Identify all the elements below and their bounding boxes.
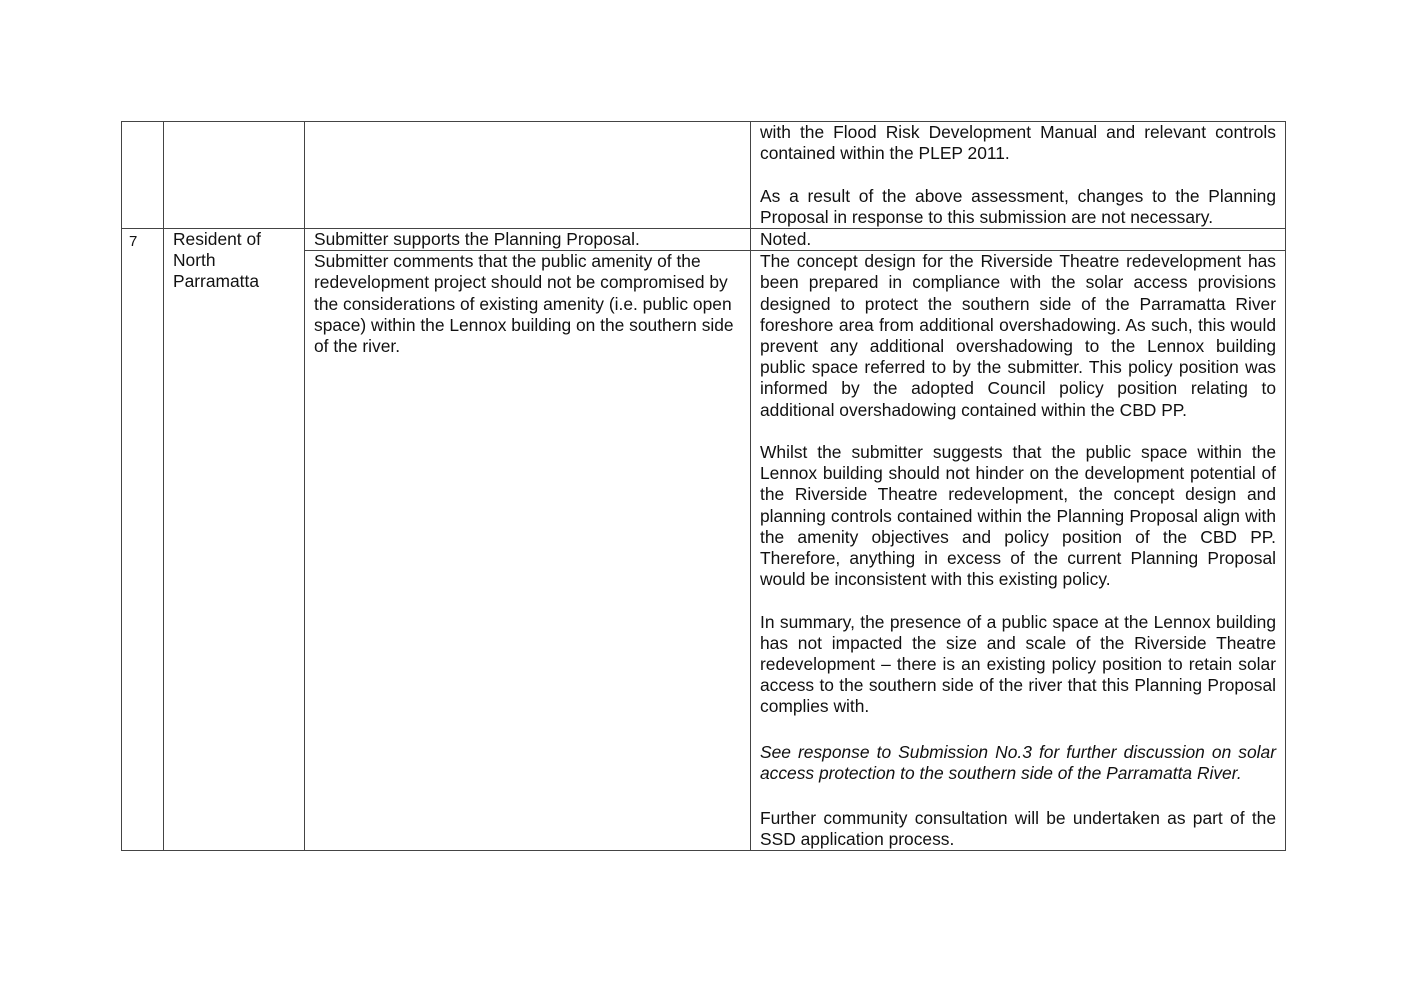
response-paragraph: As a result of the above assessment, changes to the Planning Proposal in response to this submission are not necessary. bbox=[760, 185, 1276, 227]
response-paragraph: Noted. bbox=[760, 229, 812, 249]
response-cell bbox=[751, 251, 1286, 851]
response-cell bbox=[751, 122, 1286, 229]
issue-summary: Submitter supports the Planning Proposal. bbox=[305, 229, 751, 251]
issue-summary: Submitter comments that the public amenity of the redevelopment project should not be compromised by the considerations of existing amenity (i.e. public open space) within the Lennox building on the southern side of the river. bbox=[305, 251, 751, 851]
summary-cell bbox=[305, 122, 751, 229]
number-cell bbox=[122, 122, 164, 229]
table-row-submission-7a bbox=[122, 229, 1286, 251]
response-cross-reference: See response to Submission No.3 for further discussion on solar access protection to the southern side of the Parramatta River. bbox=[760, 741, 1276, 783]
submission-number: 7 bbox=[122, 229, 164, 851]
response-paragraph: In summary, the presence of a public space at the Lennox building has not impacted the size and scale of the Riverside Theatre redevelopment – there is an existing policy position to retain solar access to the southern side of the river that this Planning Proposal complies with. bbox=[760, 611, 1276, 717]
response-paragraph: Further community consultation will be undertaken as part of the SSD application process. bbox=[760, 808, 1276, 850]
table-row-continued bbox=[122, 122, 1286, 229]
response-paragraph: The concept design for the Riverside Theatre redevelopment has been prepared in compliance with the solar access provisions designed to protect the southern side of the Parramatta River foreshore area from additional overshadowing. As such, this would prevent any additional overshadowing to the Lennox building public space referred to by the submitter. This policy position was informed by the adopted Council policy position relating to additional overshadowing contained within the CBD PP. bbox=[760, 251, 1276, 420]
response-cell bbox=[751, 229, 1286, 251]
response-paragraph: with the Flood Risk Development Manual and relevant controls contained within the PLEP 2011. bbox=[760, 122, 1276, 164]
response-paragraph: Whilst the submitter suggests that the public space within the Lennox building should not hinder on the development potential of the Riverside Theatre redevelopment, the concept design and planning controls contained within the Planning Proposal align with the amenity objectives and policy position of the CBD PP. Therefore, anything in excess of the current Planning Proposal would be inconsistent with this existing policy. bbox=[760, 442, 1276, 590]
submitter-cell bbox=[164, 122, 305, 229]
submitter-name: Resident of North Parramatta bbox=[164, 229, 305, 851]
submissions-table bbox=[121, 121, 1286, 851]
